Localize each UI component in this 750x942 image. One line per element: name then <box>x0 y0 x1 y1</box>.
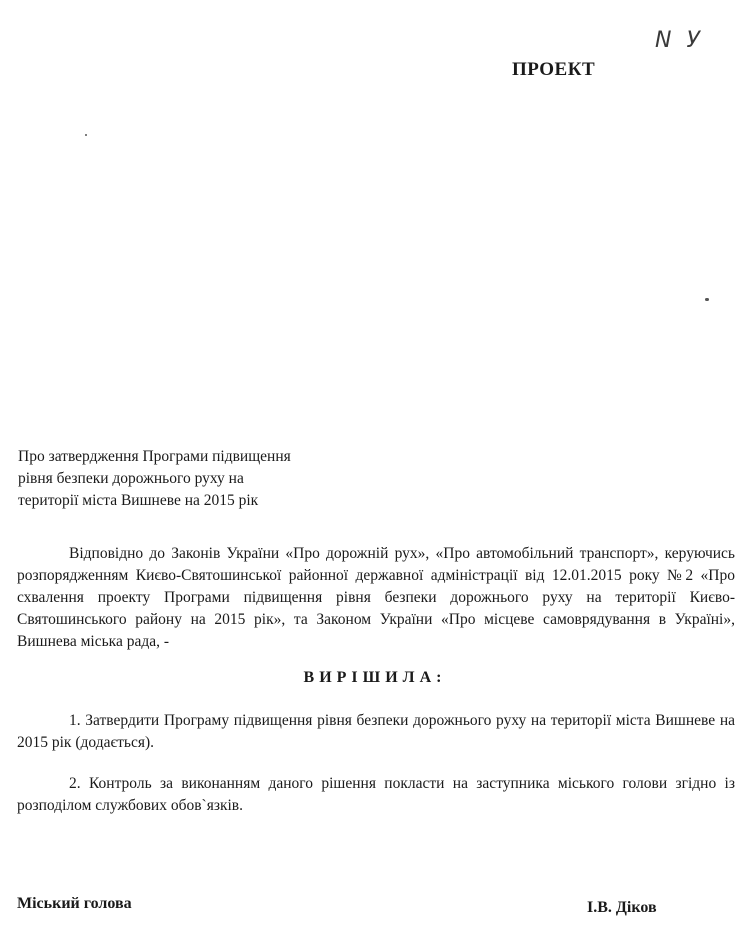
handwritten-mark: N У <box>655 28 704 53</box>
project-label: ПРОЕКТ <box>512 59 596 80</box>
scan-speck <box>705 298 709 301</box>
resolution-item-1: 1. Затвердити Програму підвищення рівня безпеки дорожнього руху на території міста Вишневе на 2015 рік (додається). <box>17 712 735 751</box>
document-subject <box>18 446 358 512</box>
signature-name: І.В. Діков <box>587 899 657 916</box>
subject-line: Про затвердження Програми підвищення <box>18 448 291 465</box>
signature-title: Міський голова <box>17 895 132 912</box>
subject-line: рівня безпеки дорожнього руху на <box>18 470 244 487</box>
subject-line: території міста Вишневе на 2015 рік <box>18 492 259 509</box>
scan-speck <box>85 134 87 136</box>
preamble-paragraph: Відповідно до Законів України «Про дорожній рух», «Про автомобільний транспорт», керуючись розпорядженням Києво-Святошинської районної державної адміністрації від 12.01.2015 року №2 «Про схвалення проекту Програми підвищення рівня безпеки дорожнього руху на території Києво-Святошинського району на 2015 рік», та Законом України «Про місцеве самоврядування в Україні», Вишнева міська рада, - <box>17 545 735 650</box>
decided-heading: ВИРІШИЛА: <box>303 669 447 686</box>
resolution-item-2: 2. Контроль за виконанням даного рішення покласти на заступника міського голови згідно із розподілом службових обов`язків. <box>17 775 735 814</box>
